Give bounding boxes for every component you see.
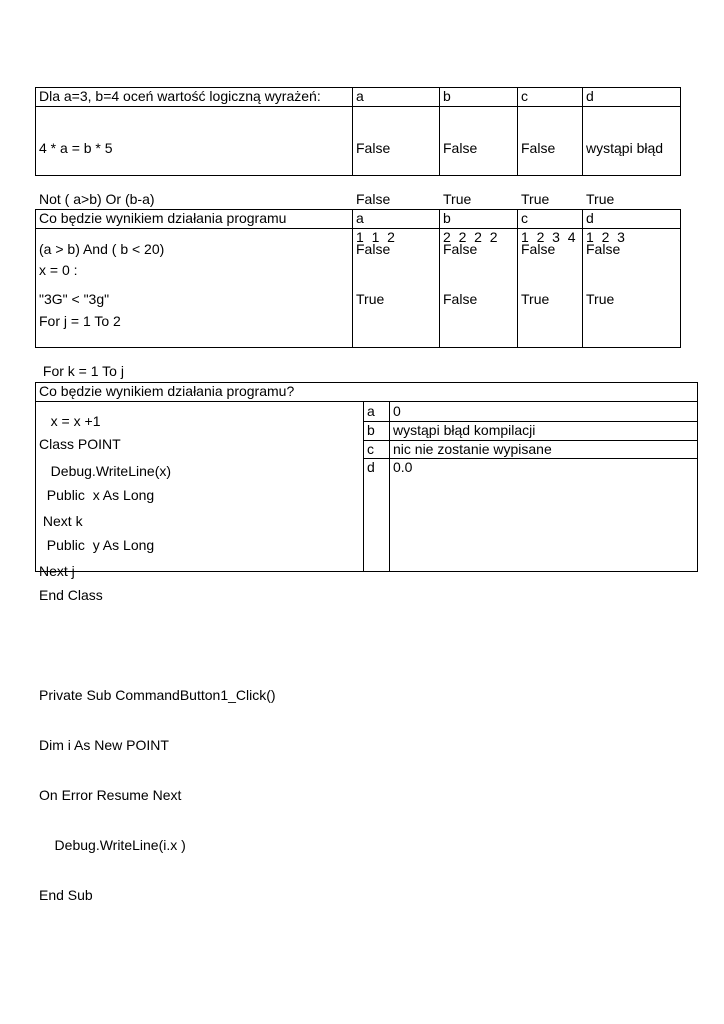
- code-line: On Error Resume Next: [39, 787, 182, 804]
- q1-expression: Not ( a>b) Or (b-a): [39, 190, 155, 207]
- code-line: Dim i As New POINT: [39, 736, 169, 753]
- q1-value: False: [356, 240, 391, 257]
- q1-option-d-header: d: [586, 88, 594, 104]
- code-line: End Sub: [39, 887, 93, 904]
- code-line: [39, 637, 276, 654]
- q1-option-a-header: a: [356, 88, 364, 104]
- q1-value: True: [356, 290, 385, 307]
- q1-value: False: [443, 140, 478, 157]
- code-line: Private Sub CommandButton1_Click(): [39, 686, 276, 703]
- q2-answer-c: 1 2 3 4: [521, 229, 576, 245]
- q1-value: False: [521, 140, 556, 157]
- q1-expression: 4 * a = b * 5: [39, 140, 113, 157]
- q1-value: True: [586, 290, 615, 307]
- q1-option-c-header: c: [521, 88, 528, 104]
- q1-expression: (a > b) And ( b < 20): [39, 240, 165, 257]
- code-line: Next j: [39, 562, 75, 579]
- code-line: End Class: [39, 586, 103, 603]
- q1-value: False: [356, 190, 391, 207]
- q2-option-d-header: d: [586, 210, 594, 226]
- q1-value: True: [443, 190, 472, 207]
- q3-code: [36, 403, 276, 937]
- q3-option-c-letter: c: [367, 441, 374, 457]
- q3-option-b-text: wystąpi błąd kompilacji: [393, 422, 536, 438]
- q1-value: False: [443, 240, 478, 257]
- q2-header: Co będzie wynikiem działania programu: [39, 210, 287, 226]
- q1-value: wystąpi błąd: [586, 140, 664, 157]
- q1-value: False: [443, 290, 478, 307]
- q2-answer-b: 2 2 2 2: [443, 229, 498, 245]
- q2-option-b-header: b: [443, 210, 451, 226]
- q1-header: Dla a=3, b=4 oceń wartość logiczną wyrażeń:: [39, 88, 321, 104]
- code-line: Debug.WriteLine(i.x ): [39, 837, 186, 854]
- q2-answer-a: 1 1 2: [356, 229, 395, 245]
- q1-option-b-header: b: [443, 88, 451, 104]
- q3-option-b-letter: b: [367, 422, 375, 438]
- code-line: Next k: [39, 512, 83, 529]
- q1-value: False: [521, 240, 556, 257]
- q1-value: True: [521, 290, 550, 307]
- code-line: For k = 1 To j: [39, 362, 124, 379]
- code-line: x = 0 :: [39, 262, 78, 279]
- q2-option-a-header: a: [356, 210, 364, 226]
- q3-option-a-letter: a: [367, 403, 375, 419]
- q1-value: True: [586, 190, 615, 207]
- code-line: Debug.WriteLine(x): [39, 462, 172, 479]
- q2-answer-d: 1 2 3: [586, 229, 625, 245]
- q1-value: False: [356, 140, 391, 157]
- q3-option-a-text: 0: [393, 403, 401, 419]
- q3-option-d-letter: d: [367, 459, 375, 475]
- q2-option-c-header: c: [521, 210, 528, 226]
- q3-header: Co będzie wynikiem działania programu?: [39, 383, 295, 399]
- question-3-table: [35, 382, 698, 904]
- q1-value: True: [521, 190, 550, 207]
- q3-option-c-text: nic nie zostanie wypisane: [393, 441, 552, 457]
- code-line: For j = 1 To 2: [39, 312, 121, 329]
- code-line: Public y As Long: [39, 536, 155, 553]
- code-line: x = x +1: [39, 412, 101, 429]
- code-line: Class POINT: [39, 436, 121, 453]
- q1-value: False: [586, 240, 621, 257]
- code-line: Public x As Long: [39, 486, 155, 503]
- q3-option-d-text: 0.0: [393, 459, 413, 475]
- q1-expression: "3G" < "3g": [39, 290, 110, 307]
